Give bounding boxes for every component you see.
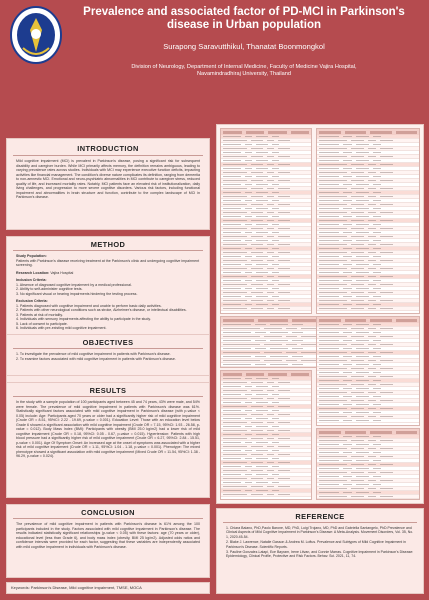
exclusion-item: 6. Individuals with pre-existing mild cognitive impairment. — [16, 326, 107, 330]
exclusion-item: 4. Individuals with sensory impairments affecting the ability to participate in the study. — [16, 317, 151, 321]
results-title: RESULTS — [89, 386, 127, 395]
exclusion-item: 2. Patients with other neurological conditions such as stroke, Alzheimer's disease, or intellectual disabilities. — [16, 308, 187, 312]
poster-header — [0, 0, 429, 118]
university-logo — [8, 4, 64, 66]
results-section — [6, 382, 210, 498]
exclusion-item: 5. Lack of consent to participate. — [16, 321, 68, 326]
objective-item: 2. To examine factors associated with mild cognitive impairment in patients with Parkinson's disease. — [16, 356, 176, 361]
study-population: Patients with Parkinson's disease receiving treatment at the Parkinson's clinic and undergoing cognitive impairment screening. — [16, 258, 200, 267]
inclusion-item: 1. Absence of diagnosed cognitive impairment by a medical professional. — [16, 282, 132, 287]
conclusion-body: The prevalence of mild cognitive impairment in patients with Parkinson's disease is 61% among the 100 participants included in the study. Factors associated with mild cognitive impairment in Parkinson's disease. The results indicated statistically significant relationships (p-value < 0.05) with these factors: age (70 years or older), educational level (less than Grade 6), and body mass index (obesity, BMI 25 kg/m2). Adjusted odds ratios and confidence intervals were provided for each factor, suggesting that these variables are independently associated with mild cognitive impairment in individuals with Parkinson's disease. — [16, 522, 200, 549]
reference-item: 1. Chiara Baiano, PhD,Paolo Barone, MD, PhD, Luigi Trojano, MD, PhD and Gabriella Santangelo, PhD.Prevalence and Clinical Aspects of Mild Cognitive Impairment in Parkinson's Disease: A Meta-Analysis. Movement Disorders, Vol. 35, No. 1, 2020.45-54. — [226, 526, 414, 539]
multivariate-table — [316, 428, 420, 500]
conclusion-title: CONCLUSION — [81, 508, 135, 517]
research-location: Vajira Hospital — [50, 270, 74, 275]
introduction-body: Mild cognitive impairment (MCI) is prevalent in Parkinson's disease, posing a significant risk for subsequent disability and caregiver burden. While MCI primarily affects memory, the definition remains ambiguous, leading to varying prevalence rates across studies. Individuals with MCI may experience executive function deficits, impacting activities like financial management. The condition's diverse nature complicates its definition, ranging from dementia to non-amnestic MCI. Emotional and neuro-psychiatric abnormalities in MCI contribute to caregiver stress, reduced quality of life, and increased mortality rates. Notably, MCI patients face an elevated risk of institutionalization, daily living challenges, and progression to more severe cognitive disorders. Various risk factors, including functional impairment and abnormalities in brain structure and function, contribute to the complex landscape of MCI in Parkinson's disease. — [16, 159, 200, 199]
poster-title: Prevalence and associated factor of PD-MCI in Parkinson's disease in Urban population — [83, 6, 405, 31]
authors: Surapong Saravutthikul, Thanatat Boonmongkol — [163, 42, 325, 51]
reference-section — [216, 508, 424, 594]
objectives-title: OBJECTIVES — [82, 338, 134, 347]
keywords: Keywords: Parkinson's Disease, Mild cognitive impairment, TMSE, MOCA — [6, 582, 210, 594]
exclusion-item: 3. Patients at risk of mortality. — [16, 312, 63, 317]
inclusion-item: 2. Ability to self-administer cognitive tests. — [16, 287, 83, 291]
characteristics-table — [220, 128, 312, 314]
reference-item: 3. Pauline Gonzalez-Latapi, Ece Bayram, Irene Litvan, and Connie Marras. Cognitive Impairment in Parkinson's Disease: Epidemiology, Clinical Profile, Protective and Risk Factors. Behav. Sci. 2021, 11, 74. — [226, 550, 414, 559]
univariate-table — [316, 128, 420, 314]
affiliation: Division of Neurology, Department of Internal Medicine, Faculty of Medicine Vajira Hospital, Navamindradhiraj University, Thailand — [131, 64, 357, 77]
objectives-section — [6, 334, 210, 376]
odds-ratio-table — [220, 370, 312, 500]
results-body: In the study with a sample population of 100 participants aged between 45 and 74 years, 43% were male, and 54% were female. The prevalence of mild cognitive impairment in patients with Parkinson's disease was 61%. Statistically significant factors associated with mild cognitive impairment in Parkinson's disease (with p-value < 0.05) include: Age: Participants aged 70 years or older had a significantly higher risk of mild cognitive impairment (Crude OR = 8.51, 95%CI: 2.22 - 19.69, p-value = 0.001). Education Level: Those with an education level below Grade 6 showed a significant association with mild cognitive impairment (Crude OR = 7.15, 95%CI: 1.93 - 26.58, p-value = 0.012). Body Mass Index (BMI): Participants with obesity (BMI 25.0 kg/m2) had a lower risk of mild cognitive impairment (Crude OR = 0.18, 95%CI: 0.05 - 0.67, p-value = 0.015). Hypertension: Patients with high blood pressure had a significantly higher risk of mild cognitive impairment (Crude OR = 6.27, 95%CI: 2.84 - 15.51, p-value < 0.001). Age Of Symptom Onset: An increased age at the onset of symptoms was associated with a higher risk of mild cognitive impairment (Crude OR = 1.11, 95%CI: 1.04 - 1.18, p-value = 0.001). Phenotype: The mixed phenotype showed a significant association with mild cognitive impairment (Mixed Crude OR = 11.54, 95%CI: 1.38 - 96.29, p-value = 0.024). — [16, 400, 200, 458]
introduction-title: INTRODUCTION — [77, 144, 139, 153]
conclusion-section — [6, 504, 210, 578]
reference-title: REFERENCE — [295, 512, 345, 521]
phenotype-table — [316, 316, 420, 426]
method-title: METHOD — [90, 240, 126, 249]
inclusion-item: 3. No significant visual or hearing impairments hindering the testing process. — [16, 291, 138, 296]
exclusion-item: 1. Patients diagnosed with cognitive impairment and unable to perform basic daily activities. — [16, 303, 162, 308]
objective-item: 1. To investigate the prevalence of mild cognitive impairment in patients with Parkinson's disease. — [16, 352, 171, 356]
reference-item: 2. Blake J. Lawrence, Natalie Gasson & Andrea M. Loftus. Prevalence and Subtypes of Mild Cognitive Impairment in Parkinson's Disease. Scientific Reports. — [226, 540, 406, 549]
introduction-section — [6, 138, 210, 230]
method-body: Study Population: Patients with Parkinson's disease receiving treatment at the Parkinson's clinic and undergoing cognitive impairment screening. Research Location: Vajira Hospital Inclusion Criteria: 1. Absence of diagnosed cognitive impairment by a medical professional. 2. Ability to self-administer cognitive tests. 3. No significant visual or hearing impairments hindering the testing process. Exclusion Criteria: 1. Patients diagnosed with cognitive impairment and unable to perform basic daily activities. 2. Patients with other neurological conditions such as stroke, Alzheimer's disease, or intellectual disabilities. 3. Patients at risk of mortality. 4. Individuals with sensory impairments affecting the ability to participate in the study. 5. Lack of consent to participate. 6. Individuals with pre-existing mild cognitive impairment. — [16, 254, 200, 330]
